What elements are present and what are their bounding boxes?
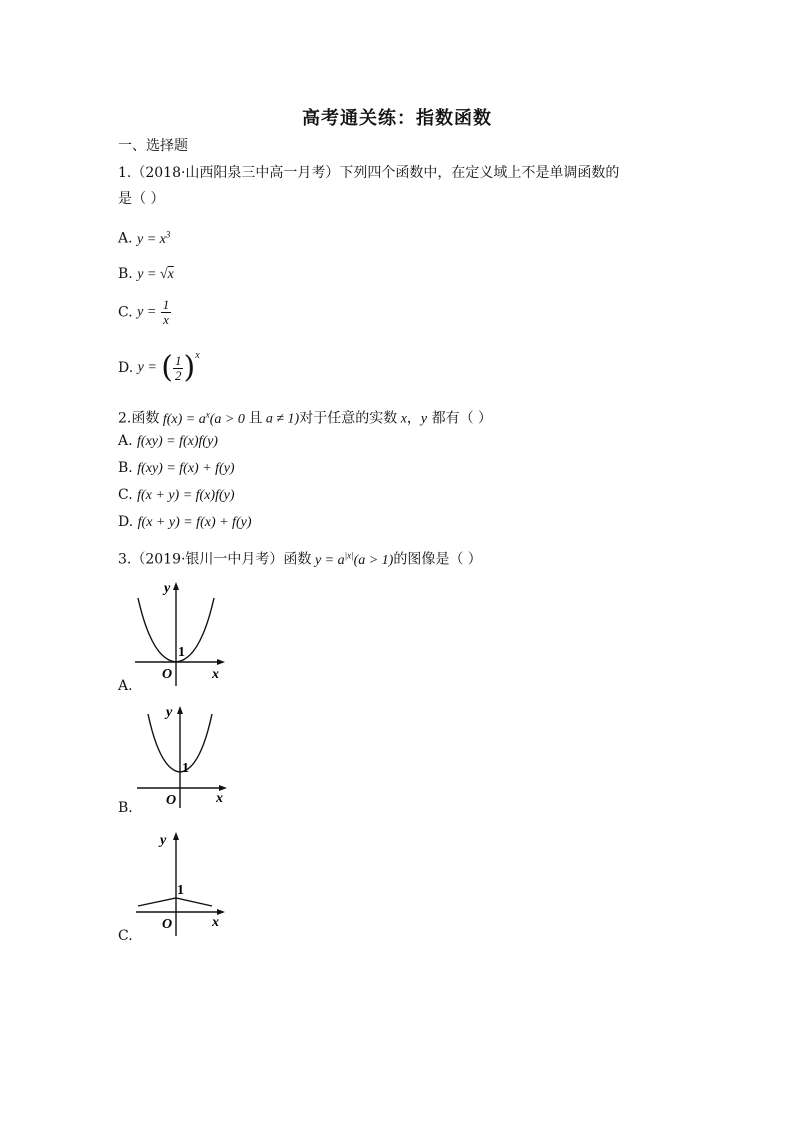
q3-graph-b[interactable] (132, 702, 232, 810)
q3-option-c-label[interactable]: C. (118, 928, 133, 944)
q1-option-d-fraction: $\frac{1}{2}$ (174, 352, 182, 383)
y-label: y (160, 833, 167, 848)
one-label: 1 (178, 645, 185, 660)
q2-option-b[interactable]: B. f(xy) = f(x) + f(y) (118, 460, 235, 476)
q2-option-c[interactable]: C. f(x + y) = f(x)f(y) (118, 487, 235, 503)
section-heading: 一、选择题 (118, 138, 188, 154)
q1-option-b[interactable]: B. y = √x (118, 266, 174, 282)
q3-option-a-label[interactable]: A. (118, 678, 133, 694)
q1-option-c[interactable]: C. y = $\frac{1}{x}$ (118, 297, 170, 327)
x-label: x (216, 791, 223, 806)
one-label: 1 (177, 883, 184, 898)
page-title: 高考通关练：指数函数 (302, 108, 492, 129)
q2-stem: 2.函数 $f(x) = a^x(a > 0$ 且 a ≠ 1)对于任意的实数 x，y 都有（ ） (118, 409, 493, 427)
curve (138, 898, 212, 906)
q1-option-b-formula: y = √x (137, 267, 174, 282)
origin-label: O (166, 793, 177, 808)
q1-option-c-fraction: $\frac{1}{x}$ (162, 297, 170, 327)
q2-option-d[interactable]: D. f(x + y) = f(x) + f(y) (118, 514, 252, 530)
q1-option-a-formula: $y = x^3$ (137, 229, 171, 247)
one-label: 1 (182, 761, 189, 776)
q1-stem-line1: 1.（2018·山西阳泉三中高一月考）下列四个函数中，在定义域上不是单调函数的 (118, 165, 620, 181)
y-arrow-icon (173, 832, 179, 840)
y-arrow-icon (173, 582, 179, 590)
x-arrow-icon (217, 659, 225, 665)
q3-option-b-label[interactable]: B. (118, 800, 133, 816)
q2-option-a[interactable]: A. f(xy) = f(x)f(y) (118, 433, 218, 449)
y-label: y (166, 705, 173, 720)
q3-stem: 3.（2019·银川一中月考）函数 $y = a^{|x|}(a > 1)$的图像是（ ） (118, 550, 482, 568)
x-label: x (212, 915, 219, 930)
x-label: x (212, 667, 219, 682)
q1-stem-line2: 是（ ） (118, 191, 165, 207)
q3-graph-c[interactable] (132, 826, 232, 938)
origin-label: O (162, 917, 173, 932)
q1-option-a[interactable]: A. $y = x^3$ (118, 229, 171, 247)
q1-option-d[interactable]: D. y = ( $\frac{1}{2}$ )$^x$ (118, 350, 200, 385)
y-label: y (164, 581, 171, 596)
y-arrow-icon (177, 706, 183, 714)
q3-graph-a[interactable] (130, 578, 230, 688)
origin-label: O (162, 667, 173, 682)
